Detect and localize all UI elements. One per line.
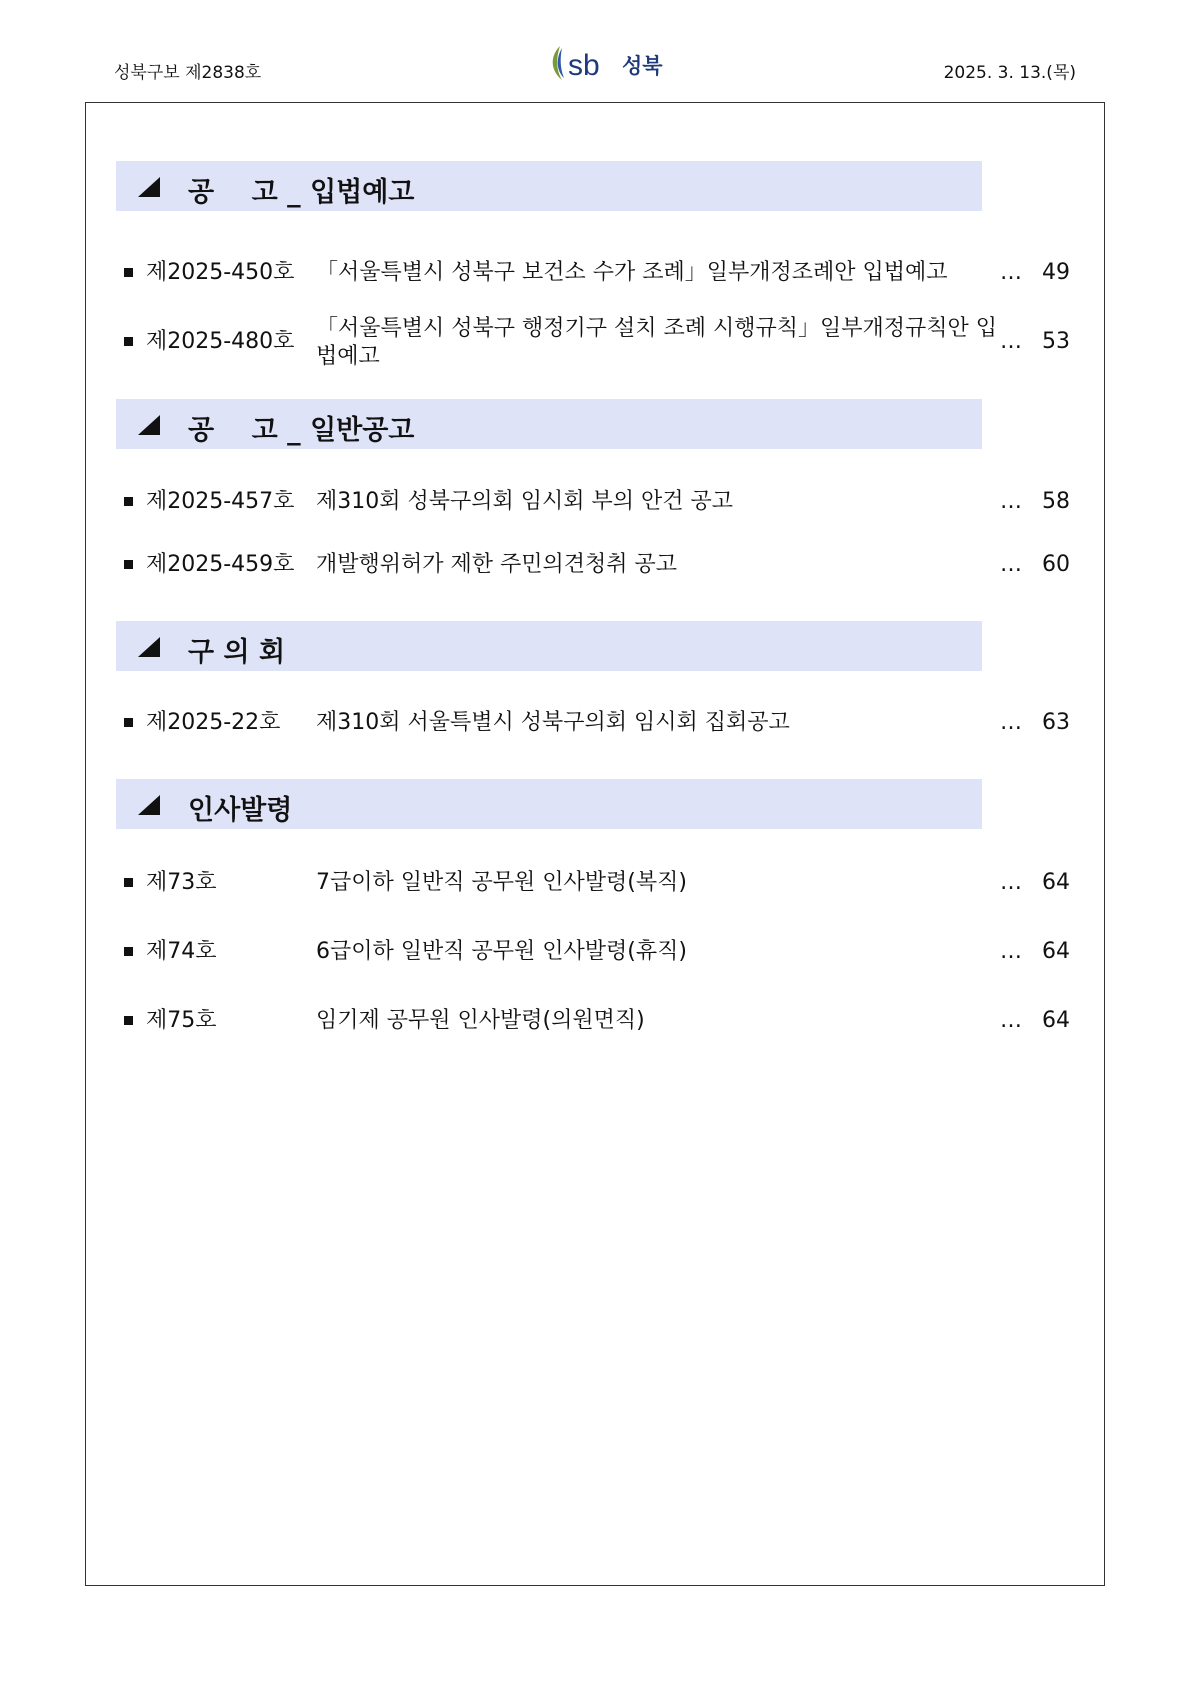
- square-bullet-icon: [124, 337, 133, 346]
- triangle-marker-icon: [138, 415, 160, 435]
- section-title: 공 고 _ 입법예고: [188, 177, 415, 208]
- leader-dots: …: [1000, 329, 1022, 354]
- notice-number: 제73호: [146, 870, 217, 895]
- section-header-legislative-notice: [116, 161, 982, 211]
- entry-title: 임기제 공무원 인사발령(의원면직): [316, 1008, 645, 1033]
- logo-text: 성북: [622, 54, 663, 78]
- square-bullet-icon: [124, 497, 133, 506]
- page-number: 49: [1042, 260, 1070, 285]
- square-bullet-icon: [124, 560, 133, 569]
- notice-number: 제2025-459호: [146, 552, 295, 577]
- square-bullet-icon: [124, 268, 133, 277]
- entry-title: 7급이하 일반직 공무원 인사발령(복직): [316, 870, 687, 895]
- triangle-marker-icon: [138, 795, 160, 815]
- leader-dots: …: [1000, 552, 1022, 577]
- bulletin-issue: 성북구보 제2838호: [114, 63, 262, 83]
- page-number: 63: [1042, 710, 1070, 735]
- notice-number: 제74호: [146, 939, 217, 964]
- entry-title: 제310회 성북구의회 임시회 부의 안건 공고: [316, 489, 733, 514]
- page-number: 53: [1042, 329, 1070, 354]
- leader-dots: …: [1000, 1008, 1022, 1033]
- section-title: 공 고 _ 일반공고: [188, 415, 415, 446]
- entry-title: 개발행위허가 제한 주민의견청취 공고: [316, 552, 678, 577]
- entry-title: 「서울특별시 성북구 보건소 수가 조례」일부개정조례안 입법예고: [316, 260, 948, 285]
- triangle-marker-icon: [138, 177, 160, 197]
- square-bullet-icon: [124, 947, 133, 956]
- notice-number: 제75호: [146, 1008, 217, 1033]
- page-number: 64: [1042, 870, 1070, 895]
- entry-title: 6급이하 일반직 공무원 인사발령(휴직): [316, 939, 687, 964]
- notice-number: 제2025-450호: [146, 260, 295, 285]
- page-number: 64: [1042, 939, 1070, 964]
- entry-title: 제310회 서울특별시 성북구의회 임시회 집회공고: [316, 710, 790, 735]
- square-bullet-icon: [124, 718, 133, 727]
- leader-dots: …: [1000, 489, 1022, 514]
- leader-dots: …: [1000, 710, 1022, 735]
- bulletin-date: 2025. 3. 13.(목): [943, 63, 1076, 83]
- square-bullet-icon: [124, 1016, 133, 1025]
- section-title: 구 의 회: [188, 637, 286, 668]
- leader-dots: …: [1000, 870, 1022, 895]
- section-header-general-notice: [116, 399, 982, 449]
- notice-number: 제2025-22호: [146, 710, 281, 735]
- page-number: 64: [1042, 1008, 1070, 1033]
- leader-dots: …: [1000, 260, 1022, 285]
- notice-number: 제2025-480호: [146, 329, 295, 354]
- logo-mark: sb: [568, 49, 600, 82]
- notice-number: 제2025-457호: [146, 489, 295, 514]
- leader-dots: …: [1000, 939, 1022, 964]
- page-number: 60: [1042, 552, 1070, 577]
- section-header-personnel: [116, 779, 982, 829]
- triangle-marker-icon: [138, 637, 160, 657]
- section-title: 인사발령: [188, 795, 293, 826]
- entry-title: 「서울특별시 성북구 행정기구 설치 조례 시행규칙」일부개정규칙안 입법예고: [316, 316, 998, 369]
- square-bullet-icon: [124, 878, 133, 887]
- section-header-district-council: [116, 621, 982, 671]
- page-number: 58: [1042, 489, 1070, 514]
